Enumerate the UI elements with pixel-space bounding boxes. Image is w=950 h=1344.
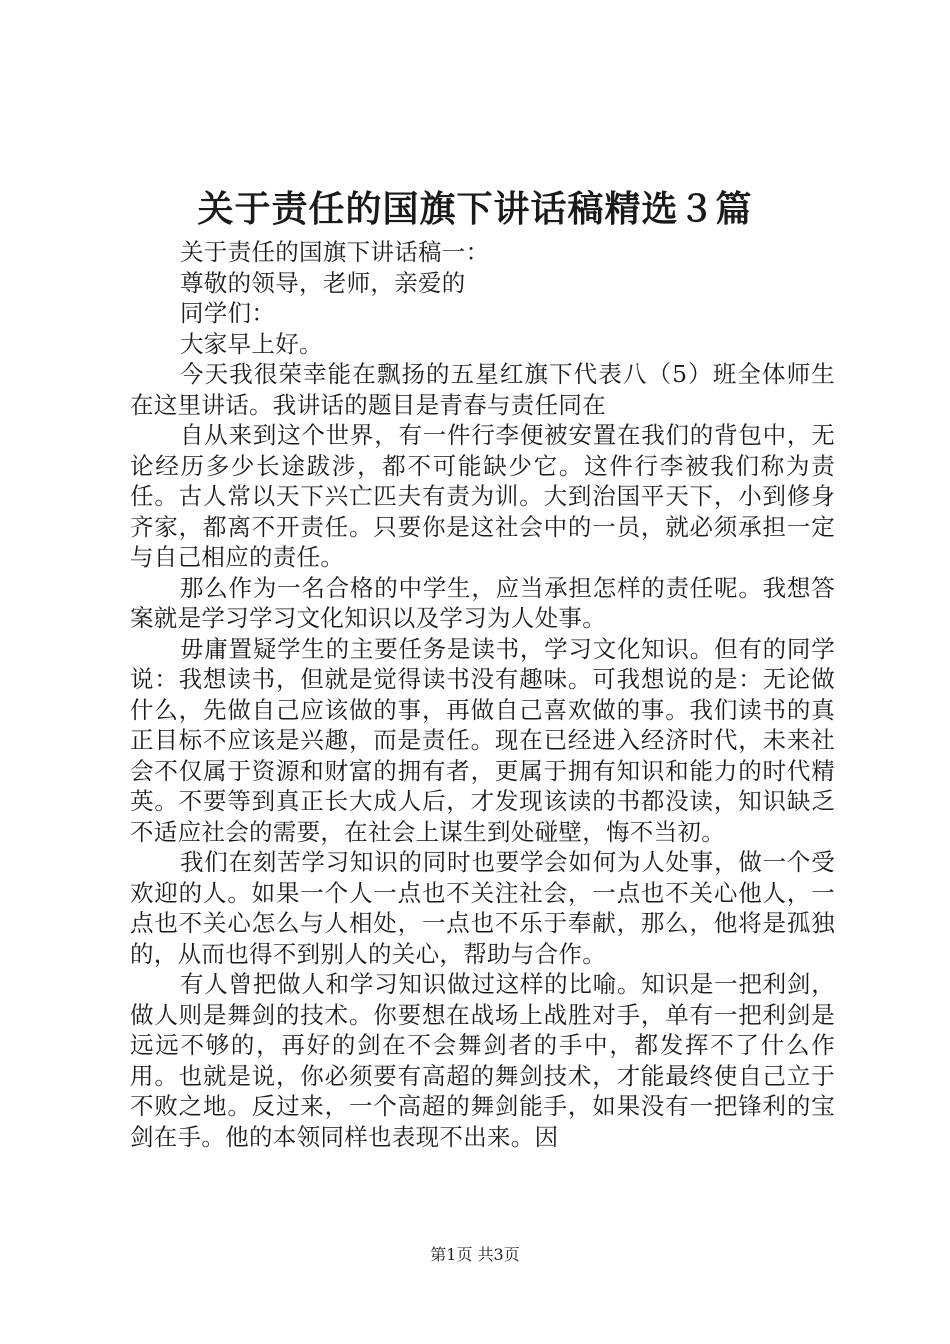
document-body (130, 237, 835, 1152)
page-footer: 第1页 共3页 (430, 1245, 520, 1264)
paragraph: 毋庸置疑学生的主要任务是读书，学习文化知识。但有的同学说：我想读书，但就是觉得读书没有趣味。可我想说的是：无论做什么，先做自己应该做的事，再做自己喜欢做的事。我们读书的真正目标不应该是兴趣，而是责任。现在已经进入经济时代，未来社会不仅属于资源和财富的拥有者，更属于拥有知识和能力的时代精英。不要等到真正长大成人后，才发现该读的书都没读，知识缺乏不适应社会的需要，在社会上谋生到处碰壁，悔不当初。 (130, 634, 835, 846)
paragraph: 大家早上好。 (180, 329, 323, 358)
paragraph: 我们在刻苦学习知识的同时也要学会如何为人处事，做一个受欢迎的人。如果一个人一点也不关注社会，一点也不关心他人，一点也不关心怎么与人相处，一点也不乐于奉献，那么，他将是孤独的，从而也得不到别人的关心，帮助与合作。 (130, 848, 835, 968)
paragraph: 关于责任的国旗下讲话稿一： (180, 238, 490, 266)
paragraph: 同学们： (180, 299, 276, 327)
paragraph: 今天我很荣幸能在飘扬的五星红旗下代表八（5）班全体师生在这里讲话。我讲话的题目是青春与责任同在 (130, 360, 835, 419)
paragraph: 那么作为一名合格的中学生，应当承担怎样的责任呢。我想答案就是学习学习文化知识以及学习为人处事。 (130, 573, 835, 632)
paragraph: 尊敬的领导，老师，亲爱的 (180, 268, 466, 297)
document-title: 关于责任的国旗下讲话稿精选３篇 (197, 188, 753, 230)
paragraph: 自从来到这个世界，有一件行李便被安置在我们的背包中，无论经历多少长途跋涉，都不可能缺少它。这件行李被我们称为责任。古人常以天下兴亡匹夫有责为训。大到治国平天下，小到修身齐家，都离不开责任。只要你是这社会中的一员，就必须承担一定与自己相应的责任。 (130, 421, 835, 571)
paragraph: 有人曾把做人和学习知识做过这样的比喻。知识是一把利剑，做人则是舞剑的技术。你要想在战场上战胜对手，单有一把利剑是远远不够的，再好的剑在不会舞剑者的手中，都发挥不了什么作用。也就是说，你必须要有高超的舞剑技术，才能最终使自己立于不败之地。反过来，一个高超的舞剑能手，如果没有一把锋利的宝剑在手。他的本领同样也表现不出来。因 (130, 970, 835, 1151)
